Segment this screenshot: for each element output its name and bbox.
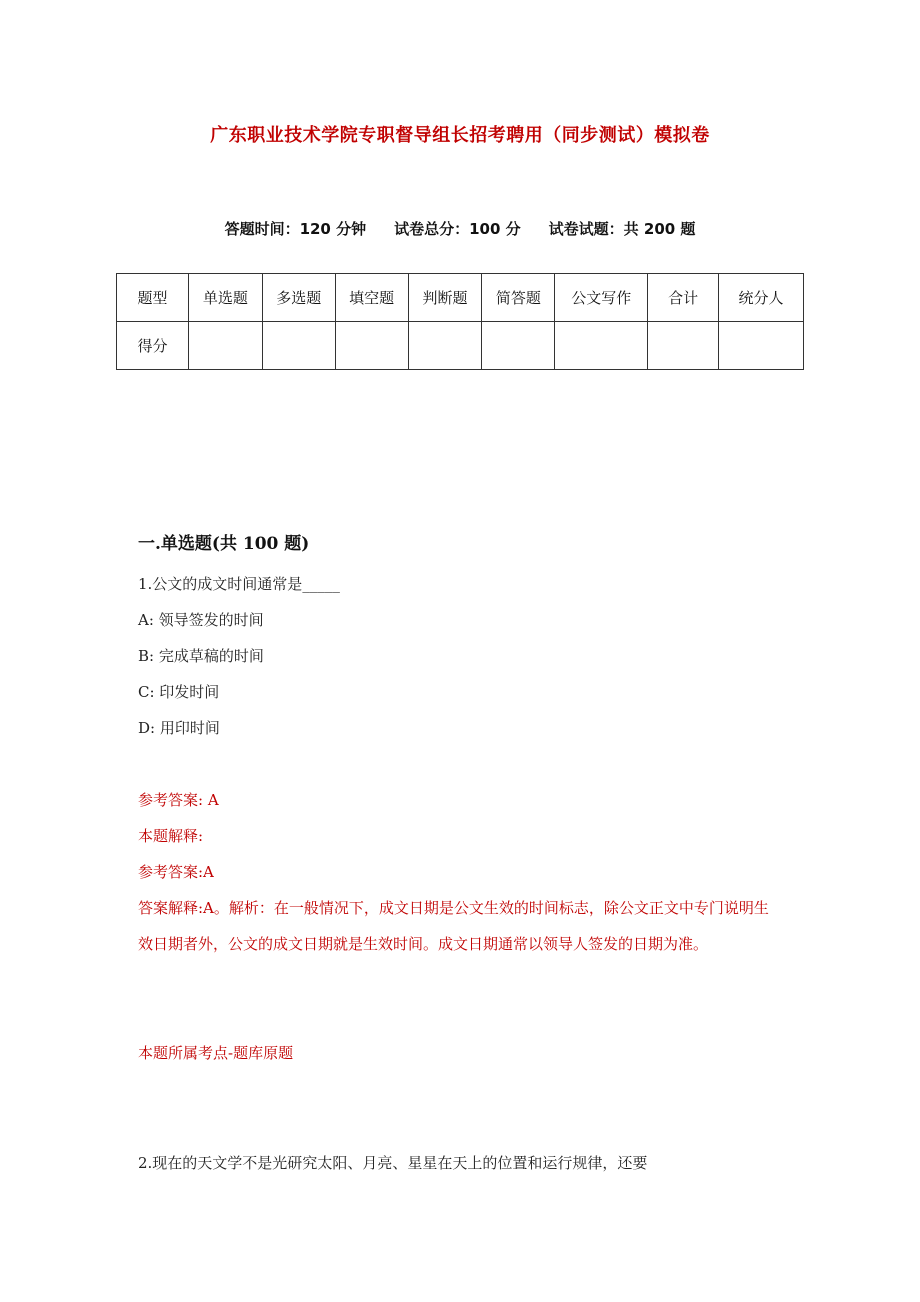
option-b: B: 完成草稿的时间 <box>138 647 264 665</box>
reference-answer: 参考答案: A <box>138 791 219 809</box>
question-stem: 2.现在的天文学不是光研究太阳、月亮、星星在天上的位置和运行规律，还要 <box>138 1154 648 1172</box>
score-cell[interactable] <box>262 322 335 370</box>
table-header-cell: 合计 <box>648 274 719 322</box>
option-a: A: 领导签发的时间 <box>138 611 264 629</box>
table-header-cell: 题型 <box>117 274 189 322</box>
table-header-cell: 多选题 <box>262 274 335 322</box>
option-c: C: 印发时间 <box>138 683 220 701</box>
table-header-cell: 简答题 <box>482 274 555 322</box>
table-header-cell: 公文写作 <box>555 274 648 322</box>
exam-total-score: 试卷总分：100 分 <box>394 220 521 238</box>
score-table <box>116 273 804 370</box>
topic-note: 本题所属考点-题库原题 <box>138 1044 294 1062</box>
exam-question-count: 试卷试题：共 200 题 <box>548 220 696 238</box>
exam-info <box>0 218 920 239</box>
table-header-cell: 填空题 <box>335 274 408 322</box>
table-header-cell: 统分人 <box>719 274 804 322</box>
score-cell[interactable] <box>188 322 262 370</box>
score-table-header-row <box>117 274 804 322</box>
score-cell[interactable] <box>719 322 804 370</box>
reference-answer-2: 参考答案:A <box>138 863 214 881</box>
table-header-cell: 单选题 <box>188 274 262 322</box>
score-table-row <box>117 322 804 370</box>
score-cell[interactable] <box>408 322 482 370</box>
score-cell[interactable] <box>482 322 555 370</box>
section-heading: 一.单选题(共 100 题) <box>138 534 310 554</box>
question-stem: 1.公文的成文时间通常是_____ <box>138 575 340 593</box>
table-header-cell: 判断题 <box>408 274 482 322</box>
exam-duration: 答题时间：120 分钟 <box>224 220 367 238</box>
score-cell[interactable] <box>555 322 648 370</box>
score-cell[interactable] <box>648 322 719 370</box>
score-cell[interactable] <box>335 322 408 370</box>
option-d: D: 用印时间 <box>138 719 220 737</box>
score-row-label: 得分 <box>117 322 189 370</box>
page-title: 广东职业技术学院专职督导组长招考聘用（同步测试）模拟卷 <box>210 125 710 146</box>
answer-explanation: 答案解释:A。解析：在一般情况下，成文日期是公文生效的时间标志，除公文正文中专门说明生效日期者外，公文的成文日期就是生效时间。成文日期通常以领导人签发的日期为准。 <box>138 899 769 953</box>
explanation-label: 本题解释: <box>138 827 204 845</box>
